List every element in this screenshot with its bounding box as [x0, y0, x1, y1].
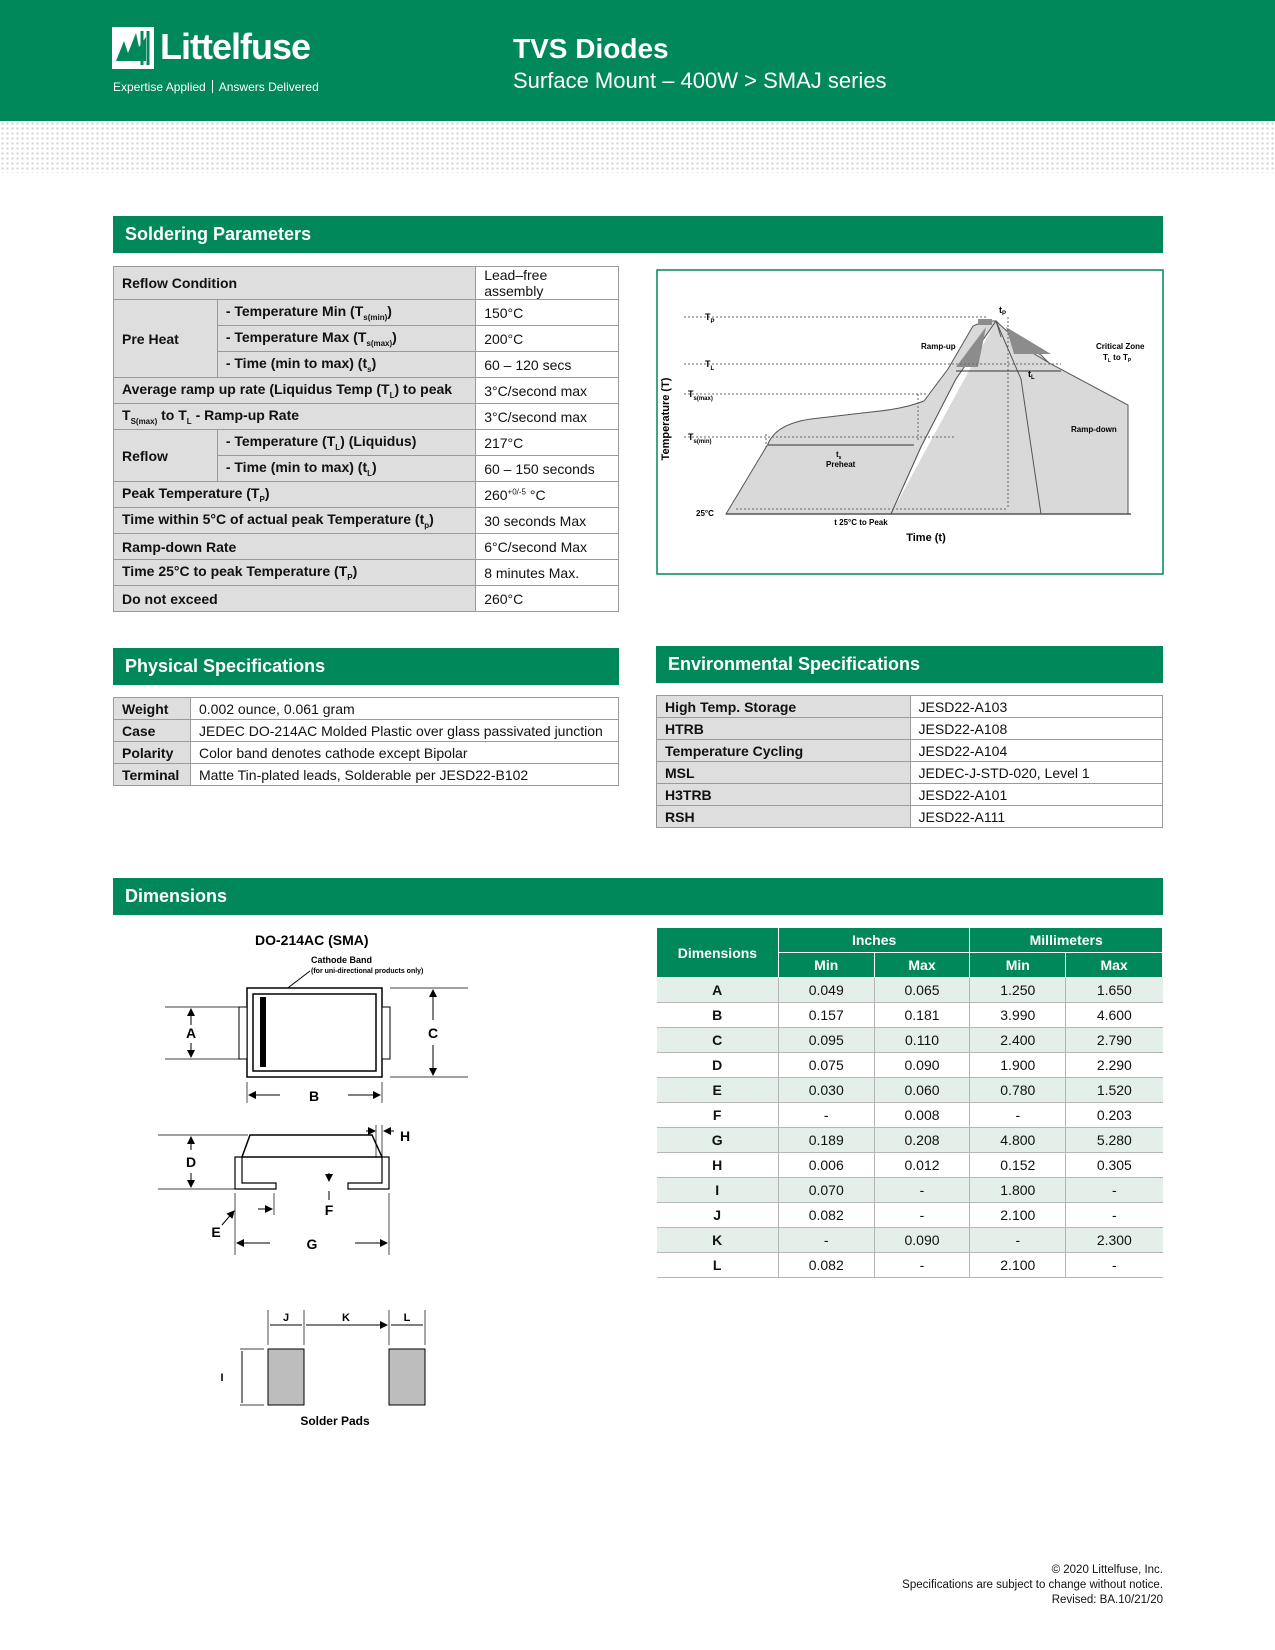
env-row-value: JESD22-A103: [910, 696, 1162, 718]
dim-cell-in-min: 0.006: [778, 1153, 874, 1178]
dim-cell-mm-max: 0.305: [1066, 1153, 1163, 1178]
dim-cell-mm-max: 1.650: [1066, 978, 1163, 1003]
dim-e-pointer: [222, 1211, 234, 1225]
env-row-label: RSH: [657, 806, 911, 828]
dim-cell-in-max: 0.090: [874, 1053, 970, 1078]
preheat-time-label: - Time (min to max) $(t_s)$: [217, 352, 475, 378]
dim-cell-mm-max: 2.290: [1066, 1053, 1163, 1078]
ts-label: $t_s$: [836, 450, 842, 461]
tp-time-label: $t_P$: [999, 305, 1007, 317]
solder-pad-left: [268, 1349, 304, 1405]
dim-k-label: K: [342, 1312, 350, 1324]
preheat-label: Preheat: [826, 460, 856, 469]
dim-cell-dim: C: [657, 1028, 779, 1053]
dim-cell-in-min: 0.082: [778, 1203, 874, 1228]
page-title: TVS Diodes: [513, 33, 669, 64]
y-axis-label: Temperature (T): [660, 377, 672, 461]
avg-ramp-value: 3°C/second max: [476, 378, 619, 404]
ts-ramp-value: 3°C/second max: [476, 404, 619, 430]
disclaimer: Specifications are subject to change without notice.: [902, 1579, 1163, 1591]
env-row-value: JESD22-A101: [910, 784, 1162, 806]
table-row: [657, 718, 1163, 740]
dim-cell-dim: D: [657, 1053, 779, 1078]
dim-cell-dim: F: [657, 1103, 779, 1128]
tp-label: $T_P$: [705, 312, 715, 325]
table-row: [114, 534, 619, 560]
dim-cell-mm-min: 1.900: [970, 1053, 1066, 1078]
dim-e-label: E: [211, 1224, 221, 1240]
littelfuse-logo-icon: [112, 27, 154, 69]
package-body-side: [242, 1135, 382, 1157]
preheat-time-value: 60 – 120 secs: [476, 352, 619, 378]
physical-row-value: Color band denotes cathode except Bipolar: [190, 742, 618, 764]
cathode-band-label: Cathode Band: [311, 955, 373, 965]
ramp-down-label: Ramp-down: [1071, 425, 1117, 434]
dim-cell-mm-min: -: [970, 1103, 1066, 1128]
revision: Revised: BA.10/21/20: [1051, 1594, 1163, 1606]
dim-cell-in-min: 0.075: [778, 1053, 874, 1078]
dimensions-table-body: [657, 978, 1163, 1278]
reflow-condition-value: Lead–free assembly: [476, 267, 619, 300]
dimensions-section-bar: Dimensions: [113, 878, 1163, 915]
solder-pads-label: Solder Pads: [300, 1414, 370, 1428]
table-row: [657, 1178, 1163, 1203]
table-row: [657, 762, 1163, 784]
do-not-exceed-label: Do not exceed: [114, 586, 476, 612]
ts-ramp-label: $T_{S(max)}$ to $T_L$ - Ramp-up Rate: [114, 404, 476, 430]
dim-cell-mm-min: 0.780: [970, 1078, 1066, 1103]
table-row: [657, 1003, 1163, 1028]
table-row: [657, 1078, 1163, 1103]
table-row: [114, 267, 619, 300]
dim-cell-in-min: 0.030: [778, 1078, 874, 1103]
table-row: [657, 784, 1163, 806]
dim-cell-in-max: -: [874, 1253, 970, 1278]
dim-cell-mm-min: 1.250: [970, 978, 1066, 1003]
env-row-value: JESD22-A104: [910, 740, 1162, 762]
reflow-temp-value: 217°C: [476, 430, 619, 456]
table-row: [657, 740, 1163, 762]
dim-cell-dim: J: [657, 1203, 779, 1228]
critical-zone-range: $T_L$ to $T_P$: [1103, 353, 1132, 364]
dim-cell-in-max: -: [874, 1178, 970, 1203]
ramp-down-value: 6°C/second Max: [476, 534, 619, 560]
dim-cell-mm-min: 3.990: [970, 1003, 1066, 1028]
preheat-tmin-label: - Temperature Min $(T_{s(min)})$: [217, 300, 475, 326]
dim-f-label: F: [324, 1202, 334, 1218]
table-row: [657, 696, 1163, 718]
table-row: [114, 560, 619, 586]
dim-cell-mm-max: 2.790: [1066, 1028, 1163, 1053]
tagline-left: Expertise Applied: [113, 80, 206, 94]
dim-cell-in-min: -: [778, 1228, 874, 1253]
dim-cell-in-max: 0.181: [874, 1003, 970, 1028]
cathode-note: (for uni-directional products only): [311, 968, 424, 975]
env-row-value: JESD22-A108: [910, 718, 1162, 740]
peak-band: [978, 319, 992, 325]
dimensions-table: [656, 927, 1163, 1278]
dim-a-label: A: [185, 1025, 197, 1041]
dim-cell-mm-max: 4.600: [1066, 1003, 1163, 1028]
dim-d-label: D: [185, 1154, 197, 1170]
tsmax-label: $T_{s(max)}$: [688, 389, 713, 402]
dim-cell-mm-max: 5.280: [1066, 1128, 1163, 1153]
dim-cell-mm-max: -: [1066, 1203, 1163, 1228]
dim-cell-in-min: 0.189: [778, 1128, 874, 1153]
dim-g-label: G: [306, 1236, 318, 1252]
preheat-label: Pre Heat: [114, 300, 218, 378]
table-row: [657, 1153, 1163, 1178]
peak-temp-value: $260^{+0/-5}$ °C: [476, 482, 619, 508]
time-25-label: Time 25°C to peak Temperature $(T_P)$: [114, 560, 476, 586]
table-row: [114, 482, 619, 508]
lead-left-side: [235, 1157, 276, 1189]
dim-cell-in-max: 0.090: [874, 1228, 970, 1253]
dim-cell-mm-max: -: [1066, 1253, 1163, 1278]
table-row: [114, 742, 619, 764]
dim-cell-mm-max: 2.300: [1066, 1228, 1163, 1253]
reflow-profile-chart: [656, 269, 1164, 575]
solder-pad-right: [389, 1349, 425, 1405]
table-row: [657, 1228, 1163, 1253]
table-row: [114, 764, 619, 786]
soldering-section-bar: Soldering Parameters: [113, 216, 1163, 253]
dot-pattern-band: [0, 121, 1275, 173]
dim-i-label: I: [220, 1372, 224, 1384]
table-row: [114, 430, 619, 456]
physical-row-label: Weight: [114, 698, 191, 720]
dim-cell-in-min: 0.095: [778, 1028, 874, 1053]
table-row: [114, 720, 619, 742]
peak-temp-label: Peak Temperature $(T_P)$: [114, 482, 476, 508]
table-row: [657, 1053, 1163, 1078]
brand-tagline: [113, 80, 319, 94]
table-row: [657, 1103, 1163, 1128]
do-not-exceed-value: 260°C: [476, 586, 619, 612]
t25-label: 25°C: [696, 509, 714, 518]
tagline-right: Answers Delivered: [218, 80, 319, 94]
dim-cell-mm-max: -: [1066, 1178, 1163, 1203]
dim-b-label: B: [308, 1088, 320, 1104]
page-footer: [902, 1563, 1163, 1608]
package-inner-top: [253, 994, 376, 1071]
copyright: © 2020 Littelfuse, Inc.: [1051, 1564, 1163, 1576]
dim-cell-in-min: -: [778, 1103, 874, 1128]
dim-cell-dim: A: [657, 978, 779, 1003]
critical-zone-label: Critical Zone: [1096, 342, 1145, 351]
preheat-tmax-label: - Temperature Max $(T_{s(max)})$: [217, 326, 475, 352]
physical-row-value: 0.002 ounce, 0.061 gram: [190, 698, 618, 720]
table-row: [657, 1128, 1163, 1153]
table-row: [114, 698, 619, 720]
tl-label: $T_L$: [705, 359, 715, 372]
dim-cell-dim: E: [657, 1078, 779, 1103]
table-row: [657, 1253, 1163, 1278]
environmental-table: [656, 695, 1163, 828]
dim-cell-mm-min: 2.100: [970, 1203, 1066, 1228]
env-row-label: MSL: [657, 762, 911, 784]
dim-l-label: L: [403, 1312, 411, 1324]
cathode-band: [260, 997, 266, 1067]
table-row: [114, 378, 619, 404]
preheat-tmin-value: 150°C: [476, 300, 619, 326]
lead-left-top: [239, 1007, 247, 1059]
dim-cell-in-max: 0.008: [874, 1103, 970, 1128]
dim-cell-in-max: 0.065: [874, 978, 970, 1003]
dim-cell-in-max: -: [874, 1203, 970, 1228]
page-subtitle: Surface Mount – 400W > SMAJ series: [513, 68, 887, 93]
dim-c-label: C: [427, 1025, 439, 1041]
reflow-time-label: - Time (min to max) $(t_L)$: [217, 456, 475, 482]
dim-cell-in-min: 0.049: [778, 978, 874, 1003]
dim-cell-in-max: 0.060: [874, 1078, 970, 1103]
env-row-value: JEDEC-J-STD-020, Level 1: [910, 762, 1162, 784]
dim-cell-mm-min: 2.100: [970, 1253, 1066, 1278]
dim-cell-dim: B: [657, 1003, 779, 1028]
dim-cell-dim: L: [657, 1253, 779, 1278]
soldering-table: [113, 266, 619, 612]
dim-cell-mm-min: 0.152: [970, 1153, 1066, 1178]
env-row-value: JESD22-A111: [910, 806, 1162, 828]
avg-ramp-label: Average ramp up rate (Liquidus Temp $(T_L)$ to peak: [114, 378, 476, 404]
dim-cell-in-min: 0.070: [778, 1178, 874, 1203]
dim-cell-mm-max: 0.203: [1066, 1103, 1163, 1128]
physical-section-bar: Physical Specifications: [113, 648, 619, 685]
dim-cell-mm-max: 1.520: [1066, 1078, 1163, 1103]
dim-cell-mm-min: 1.800: [970, 1178, 1066, 1203]
package-title: DO-214AC (SMA): [255, 932, 369, 948]
lead-right-top: [382, 1007, 390, 1059]
dim-cell-in-max: 0.110: [874, 1028, 970, 1053]
dim-cell-in-min: 0.157: [778, 1003, 874, 1028]
reflow-time-value: 60 – 150 seconds: [476, 456, 619, 482]
col-dimensions: Dimensions: [657, 928, 779, 978]
dim-cell-mm-min: 4.800: [970, 1128, 1066, 1153]
physical-row-value: JEDEC DO-214AC Molded Plastic over glass passivated junction: [190, 720, 618, 742]
dim-cell-dim: K: [657, 1228, 779, 1253]
reflow-temp-label: - Temperature $(T_L)$ (Liquidus): [217, 430, 475, 456]
col-in-max: Max: [874, 953, 970, 978]
env-row-label: H3TRB: [657, 784, 911, 806]
dim-cell-dim: I: [657, 1178, 779, 1203]
physical-row-label: Case: [114, 720, 191, 742]
dim-cell-in-max: 0.208: [874, 1128, 970, 1153]
table-row: [114, 404, 619, 430]
env-row-label: HTRB: [657, 718, 911, 740]
table-row: [657, 1028, 1163, 1053]
time-within-label: Time within 5°C of actual peak Temperature $(t_p)$: [114, 508, 476, 534]
dim-cell-dim: H: [657, 1153, 779, 1178]
reflow-label: Reflow: [114, 430, 218, 482]
dim-cell-in-max: 0.012: [874, 1153, 970, 1178]
col-in-min: Min: [778, 953, 874, 978]
table-row: [657, 806, 1163, 828]
col-mm-max: Max: [1066, 953, 1163, 978]
col-inches: Inches: [778, 928, 970, 953]
page-header: [0, 0, 1275, 121]
dim-h-label: H: [399, 1128, 411, 1144]
dim-j-label: J: [282, 1312, 290, 1324]
time-25-value: 8 minutes Max.: [476, 560, 619, 586]
dim-cell-mm-min: 2.400: [970, 1028, 1066, 1053]
reflow-condition-label: Reflow Condition: [114, 267, 476, 300]
x-axis-label: Time (t): [906, 532, 946, 544]
table-row: [114, 300, 619, 326]
ramp-down-label: Ramp-down Rate: [114, 534, 476, 560]
table-header-row: [657, 928, 1163, 953]
physical-row-label: Terminal: [114, 764, 191, 786]
lead-right-side: [348, 1157, 389, 1189]
time-within-value: 30 seconds Max: [476, 508, 619, 534]
environmental-section-bar: Environmental Specifications: [656, 646, 1163, 683]
physical-row-value: Matte Tin-plated leads, Solderable per JESD22-B102: [190, 764, 618, 786]
physical-table: [113, 697, 619, 786]
table-row: [657, 1203, 1163, 1228]
ramp-up-label: Ramp-up: [921, 342, 956, 351]
dim-cell-in-min: 0.082: [778, 1253, 874, 1278]
env-row-label: Temperature Cycling: [657, 740, 911, 762]
col-mm-min: Min: [970, 953, 1066, 978]
preheat-tmax-value: 200°C: [476, 326, 619, 352]
tl-time-label: $t_L$: [1028, 369, 1035, 381]
col-millimeters: Millimeters: [970, 928, 1163, 953]
physical-row-label: Polarity: [114, 742, 191, 764]
brand-name: Littelfuse: [160, 26, 311, 67]
table-row: [114, 508, 619, 534]
t25-to-peak-label: t 25°C to Peak: [834, 518, 888, 527]
dim-cell-mm-min: -: [970, 1228, 1066, 1253]
package-drawing: [150, 925, 510, 1430]
tsmin-label: $T_{s(min)}$: [688, 432, 712, 445]
env-row-label: High Temp. Storage: [657, 696, 911, 718]
table-row: [657, 978, 1163, 1003]
dim-cell-dim: G: [657, 1128, 779, 1153]
table-row: [114, 586, 619, 612]
